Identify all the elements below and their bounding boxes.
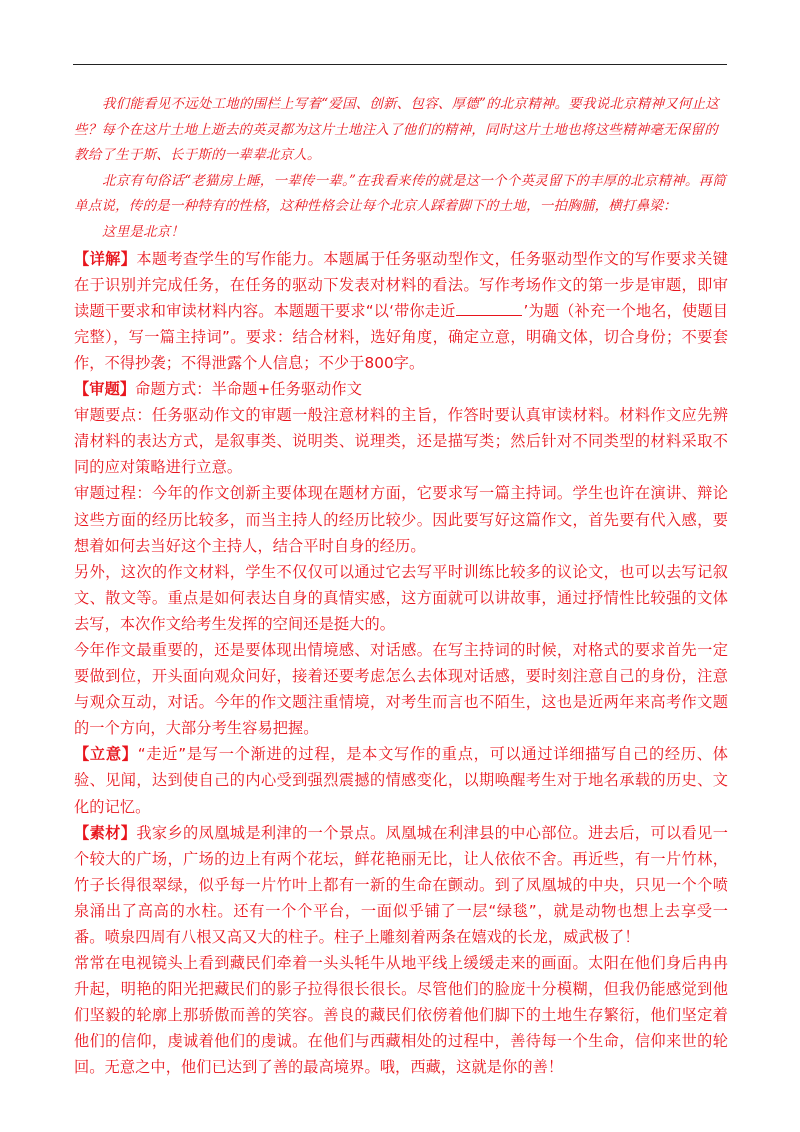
header-rule bbox=[73, 64, 727, 65]
essay-paragraph-1: 我们能看见不远处工地的围栏上写着“爱国、创新、包容、厚德”的北京精神。要我说北京精神又何止这些？每个在这片土地上逝去的英灵都为这片土地注入了他们的精神，同时这片土地也将这些精神毫无保留的教给了生于斯、长于斯的一辈辈北京人。 bbox=[74, 96, 720, 164]
material-tag: 【素材】 bbox=[74, 823, 137, 842]
intent-tag: 【立意】 bbox=[74, 745, 138, 764]
detail-paragraph bbox=[74, 246, 728, 376]
intent-paragraph bbox=[74, 741, 728, 819]
material-text: 我家乡的凤凰城是利津的一个景点。凤凰城在利津县的中心部位。进去后，可以看见一个较大的广场，广场的边上有两个花坛，鲜花艳丽无比，让人依依不舍。再近些，有一片竹林，竹子长得很翠绿，似乎每一片竹叶上都有一新的生命在颤动。到了凤凰城的中央，只见一个个喷泉涌出了高高的水柱。还有一个个平台，一面似乎铺了一层“绿毯”，就是动物也想上去享受一番。喷泉四周有八根又高又大的柱子。柱子上雕刻着两条在嬉戏的长龙，威武极了！ bbox=[74, 823, 728, 946]
detail-tag: 【详解】 bbox=[74, 249, 137, 268]
essay-paragraph-2: 北京有句俗话“老猫房上睡，一辈传一辈。”在我看来传的就是这一个个英灵留下的丰厚的北京精神。再简单点说，传的是一种特有的性格，这种性格会让每个北京人踩着脚下的土地，一拍胸脯，横打鼻梁： bbox=[74, 172, 726, 215]
review-text: 命题方式：半命题+任务驱动作文 bbox=[135, 380, 363, 399]
review-tag: 【审题】 bbox=[74, 380, 136, 399]
also-paragraph: 另外，这次的作文材料，学生不仅仅可以通过它去写平时训练比较多的议论文，也可以去写记叙文、散文等。重点是如何表达自身的真情实感，这方面就可以讲故事，通过抒情性比较强的文体去写，本次作文给考生发挥的空间还是挺大的。 bbox=[74, 562, 728, 633]
material-paragraph bbox=[74, 820, 728, 950]
detail-text-before: 本题考查学生的写作能力。本题属于任务驱动型作文，任务驱动型作文的写作要求关键在于识别并完成任务，在任务的驱动下发表对材料的看法。写作考场作文的第一步是审题，即审读题干要求和审读材料内容。本题题干要求“以‘带你走近 bbox=[74, 249, 728, 320]
page-content bbox=[74, 92, 728, 1081]
important-paragraph: 今年作文最重要的，还是要体现出情境感、对话感。在写主持词的时候，对格式的要求首先一定要做到位，开头面向观众问好，接着还要考虑怎么去体现对话感，要时刻注意自己的身份，注意与观众互动，对话。今年的作文题注重情境，对考生而言也不陌生，这也是近两年来高考作文题的一个方向，大部分考生容易把握。 bbox=[74, 640, 728, 738]
review-process-paragraph: 审题过程：今年的作文创新主要体现在题材方面，它要求写一篇主持词。学生也许在演讲、辩论这些方面的经历比较多，而当主持人的经历比较少。因此要写好这篇作文，首先要有代入感，要想着如何去当好这个主持人，结合平时自身的经历。 bbox=[74, 484, 728, 555]
essay-paragraph-3: 这里是北京！ bbox=[102, 223, 185, 240]
title-blank bbox=[456, 301, 522, 316]
intent-text: “走近”是写一个渐进的过程，是本文写作的重点，可以通过详细描写自己的经历、体验、见闻，达到使自己的内心受到强烈震撼的情感变化，以期唤醒考生对于地名承载的历史、文化的记忆。 bbox=[74, 745, 728, 816]
tibet-paragraph: 常常在电视镜头上看到藏民们牵着一头头牦牛从地平线上缓缓走来的画面。太阳在他们身后冉冉升起，明艳的阳光把藏民们的影子拉得很长很长。尽管他们的脸庞十分模糊，但我仍能感觉到他们坚毅的轮廓上那骄傲而善的笑容。善良的藏民们依傍着他们脚下的土地生存繁衍，他们坚定着他们的信仰，虔诚着他们的虔诚。在他们与西藏相处的过程中，善待每一个生命，信仰来世的轮回。无意之中，他们已达到了善的最高境界。哦，西藏，这就是你的善！ bbox=[74, 954, 728, 1077]
review-points-paragraph: 审题要点：任务驱动作文的审题一般注意材料的主旨，作答时要认真审读材料。材料作文应先辨清材料的表达方式，是叙事类、说明类、说理类，还是描写类；然后针对不同类型的材料采取不同的应对策略进行立意。 bbox=[74, 406, 728, 477]
detail-text-after: ’为题（补充一个地名，使题目完整），写一篇主持词”。要求：结合材料，选好角度，确定立意，明确文体，切合身份；不要套作，不得抄袭；不得泄露个人信息；不少于800字。 bbox=[74, 301, 728, 372]
sample-essay bbox=[74, 92, 728, 246]
analysis-section bbox=[74, 246, 728, 1081]
review-paragraph bbox=[74, 376, 728, 402]
